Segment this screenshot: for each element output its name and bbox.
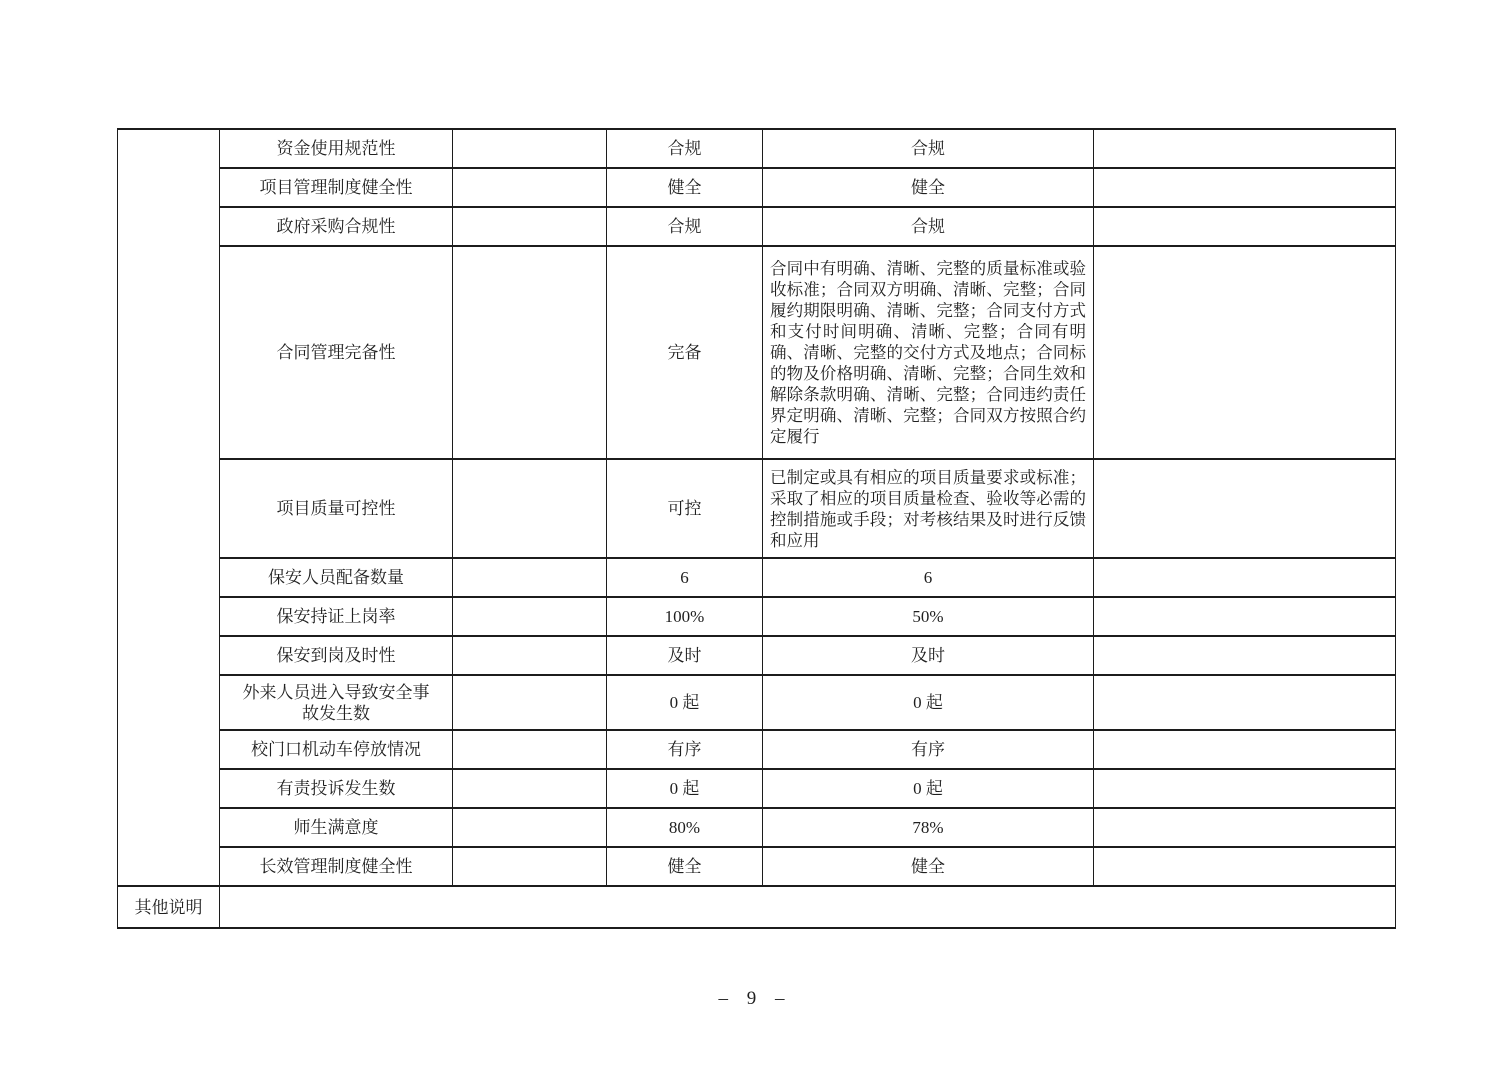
table-row [118, 597, 1396, 636]
indicator-name-cell: 校门口机动车停放情况 [220, 730, 453, 769]
empty-cell [1094, 207, 1396, 246]
empty-cell [453, 636, 607, 675]
actual-value-cell: 6 [763, 558, 1094, 597]
target-value-cell: 及时 [607, 636, 763, 675]
table-row [118, 730, 1396, 769]
table-row [118, 808, 1396, 847]
empty-cell [1094, 459, 1396, 558]
indicator-name-cell: 保安到岗及时性 [220, 636, 453, 675]
other-note-content-cell [220, 886, 1396, 928]
empty-cell [1094, 675, 1396, 730]
empty-cell [453, 769, 607, 808]
indicator-name-cell: 项目管理制度健全性 [220, 168, 453, 207]
indicator-table-body [118, 129, 1396, 928]
table-row [118, 636, 1396, 675]
target-value-cell: 6 [607, 558, 763, 597]
table-row [118, 769, 1396, 808]
empty-cell [1094, 597, 1396, 636]
indicator-name-cell: 保安人员配备数量 [220, 558, 453, 597]
indicator-name-cell: 外来人员进入导致安全事故发生数 [220, 675, 453, 730]
target-value-cell: 健全 [607, 168, 763, 207]
actual-value-cell: 0 起 [763, 769, 1094, 808]
table-row [118, 459, 1396, 558]
empty-cell [453, 459, 607, 558]
empty-cell [1094, 636, 1396, 675]
actual-value-cell: 有序 [763, 730, 1094, 769]
empty-cell [453, 675, 607, 730]
indicator-name-cell: 有责投诉发生数 [220, 769, 453, 808]
table-row [118, 129, 1396, 168]
indicator-name-cell: 保安持证上岗率 [220, 597, 453, 636]
table-row [118, 675, 1396, 730]
empty-cell [453, 730, 607, 769]
empty-cell [1094, 769, 1396, 808]
target-value-cell: 完备 [607, 246, 763, 459]
table-row [118, 168, 1396, 207]
empty-cell [1094, 808, 1396, 847]
empty-cell [453, 129, 607, 168]
indicator-name-cell: 合同管理完备性 [220, 246, 453, 459]
actual-value-cell: 合同中有明确、清晰、完整的质量标准或验收标准；合同双方明确、清晰、完整；合同履约期限明确、清晰、完整；合同支付方式和支付时间明确、清晰、完整；合同有明确、清晰、完整的交付方式及地点；合同标的物及价格明确、清晰、完整；合同生效和解除条款明确、清晰、完整；合同违约责任界定明确、清晰、完整；合同双方按照合约定履行 [763, 246, 1094, 459]
empty-cell [1094, 168, 1396, 207]
empty-cell [453, 808, 607, 847]
empty-cell [453, 207, 607, 246]
table-row [118, 558, 1396, 597]
target-value-cell: 合规 [607, 207, 763, 246]
indicator-table [117, 128, 1396, 929]
target-value-cell: 0 起 [607, 769, 763, 808]
empty-cell [1094, 730, 1396, 769]
target-value-cell: 0 起 [607, 675, 763, 730]
page-number: – 9 – [718, 988, 792, 1009]
table-row [118, 847, 1396, 886]
actual-value-cell: 合规 [763, 129, 1094, 168]
empty-cell [453, 168, 607, 207]
empty-cell [1094, 847, 1396, 886]
indicator-name-cell: 师生满意度 [220, 808, 453, 847]
target-value-cell: 100% [607, 597, 763, 636]
actual-value-cell: 健全 [763, 168, 1094, 207]
target-value-cell: 健全 [607, 847, 763, 886]
empty-cell [453, 597, 607, 636]
other-note-label-cell: 其他说明 [118, 886, 220, 928]
empty-cell [453, 847, 607, 886]
actual-value-cell: 50% [763, 597, 1094, 636]
other-note-row [118, 886, 1396, 928]
empty-cell [1094, 246, 1396, 459]
indicator-name-cell: 项目质量可控性 [220, 459, 453, 558]
actual-value-cell: 0 起 [763, 675, 1094, 730]
empty-cell [453, 246, 607, 459]
actual-value-cell: 合规 [763, 207, 1094, 246]
target-value-cell: 合规 [607, 129, 763, 168]
indicator-name-cell: 资金使用规范性 [220, 129, 453, 168]
indicator-name-cell: 长效管理制度健全性 [220, 847, 453, 886]
empty-cell [453, 558, 607, 597]
target-value-cell: 80% [607, 808, 763, 847]
actual-value-cell: 已制定或具有相应的项目质量要求或标准；采取了相应的项目质量检查、验收等必需的控制措施或手段；对考核结果及时进行反馈和应用 [763, 459, 1094, 558]
empty-cell [1094, 129, 1396, 168]
actual-value-cell: 健全 [763, 847, 1094, 886]
target-value-cell: 有序 [607, 730, 763, 769]
actual-value-cell: 及时 [763, 636, 1094, 675]
target-value-cell: 可控 [607, 459, 763, 558]
category-spanner-cell [118, 129, 220, 886]
table-row [118, 207, 1396, 246]
actual-value-cell: 78% [763, 808, 1094, 847]
empty-cell [1094, 558, 1396, 597]
table-row [118, 246, 1396, 459]
indicator-name-cell: 政府采购合规性 [220, 207, 453, 246]
